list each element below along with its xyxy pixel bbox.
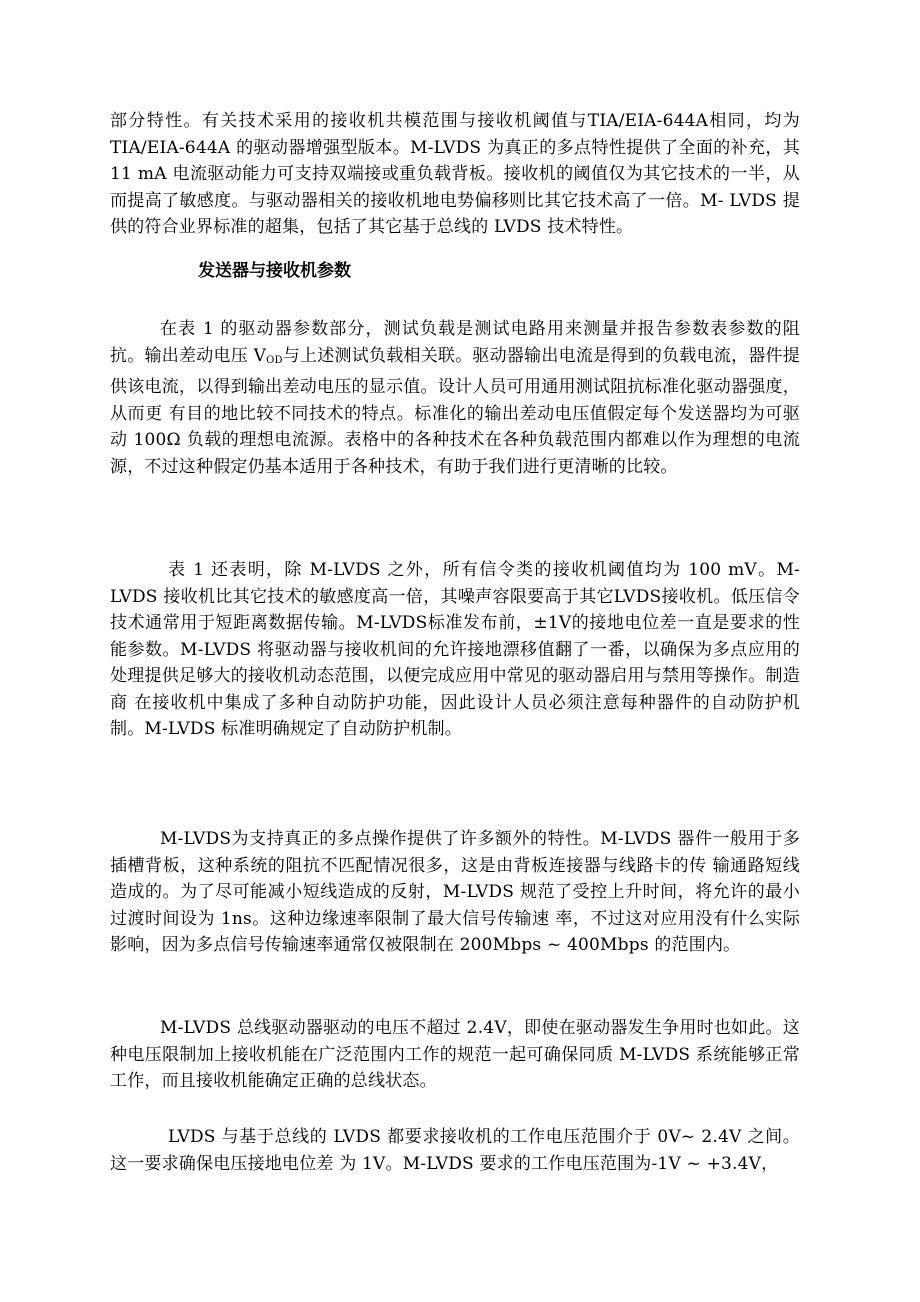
paragraph-4-text: M-LVDS为支持真正的多点操作提供了许多额外的特性。M-LVDS 器件一般用于多插槽背板，这种系统的阻抗不匹配情况很多，这是由背板连接器与线路卡的传 输通路短线造成的。为了尽可能减小短线造成的反射，M-LVDS 规范了受控上升时间，将允许的最小过渡时间设为 1ns。这种边缘速率限制了最大信号传输速 率，不过这对应用没有什么实际影响，因为多点信号传输速率通常仅被限制在 200Mbps ~ 400Mbps 的范围内。 [110, 829, 800, 955]
vod-subscript: OD [266, 354, 283, 366]
paragraph-3 [110, 557, 800, 743]
paragraph-1 [110, 108, 800, 241]
paragraph-5 [110, 1015, 800, 1095]
paragraph-6-text: LVDS 与基于总线的 LVDS 都要求接收机的工作电压范围介于 0V~ 2.4V 之间。这一要求确保电压接地电位差 为 1V。M-LVDS 要求的工作电压范围为-1V ~ +3.4V， [110, 1127, 800, 1174]
paragraph-3-text: 表 1 还表明，除 M-LVDS 之外，所有信令类的接收机阈值均为 100 mV。M-LVDS 接收机比其它技术的敏感度高一倍，其噪声容限要高于其它LVDS接收机。低压信令技术通常用于短距离数据传输。M-LVDS标准发布前，±1V的接地电位差一直是要求的性能参数。M-LVDS 将驱动器与接收机间的允许接地漂移值翻了一番，以确保为多点应用的处理提供足够大的接收机动态范围，以便完成应用中常见的驱动器启用与禁用等操作。制造商 在接收机中集成了多种自动防护功能，因此设计人员必须注意每种器件的自动防护机制。M-LVDS 标准明确规定了自动防护机制。 [110, 560, 800, 739]
section-heading: 发送器与接收机参数 [198, 261, 351, 281]
paragraph-4 [110, 826, 800, 959]
paragraph-2-text-a: 在表 1 的驱动器参数部分，测试负载是测试电路用来测量并报告参数表参数的阻抗。输出差动电压 V [110, 319, 800, 366]
paragraph-2 [110, 316, 800, 480]
paragraph-5-text: M-LVDS 总线驱动器驱动的电压不超过 2.4V，即使在驱动器发生争用时也如此。这种电压限制加上接收机能在广泛范围内工作的规范一起可确保同质 M-LVDS 系统能够正常工作，而且接收机能确定正确的总线状态。 [110, 1018, 800, 1091]
paragraph-6 [110, 1124, 800, 1177]
paragraph-2-text-b: 与上述测试负载相关联。驱动器输出电流是得到的负载电流，器件提供该电流，以得到输出差动电压的显示值。设计人员可用通用测试阻抗标准化驱动器强度，从而更 有目的地比较不同技术的特点。标准化的输出差动电压值假定每个发送器均为可驱动 100Ω 负载的理想电流源。表格中的各种技术在各种负载范围内都难以作为理想的电流源，不过这种假定仍基本适用于各种技术，有助于我们进行更清晰的比较。 [110, 345, 800, 477]
paragraph-1-text: 部分特性。有关技术采用的接收机共模范围与接收机阈值与TIA/EIA-644A相同，均为TIA/EIA-644A 的驱动器增强型版本。M-LVDS 为真正的多点特性提供了全面的补充，其 11 mA 电流驱动能力可支持双端接或重负载背板。接收机的阈值仅为其它技术的一半，从而提高了敏感度。与驱动器相关的接收机地电势偏移则比其它技术高了一倍。M- LVDS 提供的符合业界标准的超集，包括了其它基于总线的 LVDS 技术特性。 [110, 111, 800, 237]
